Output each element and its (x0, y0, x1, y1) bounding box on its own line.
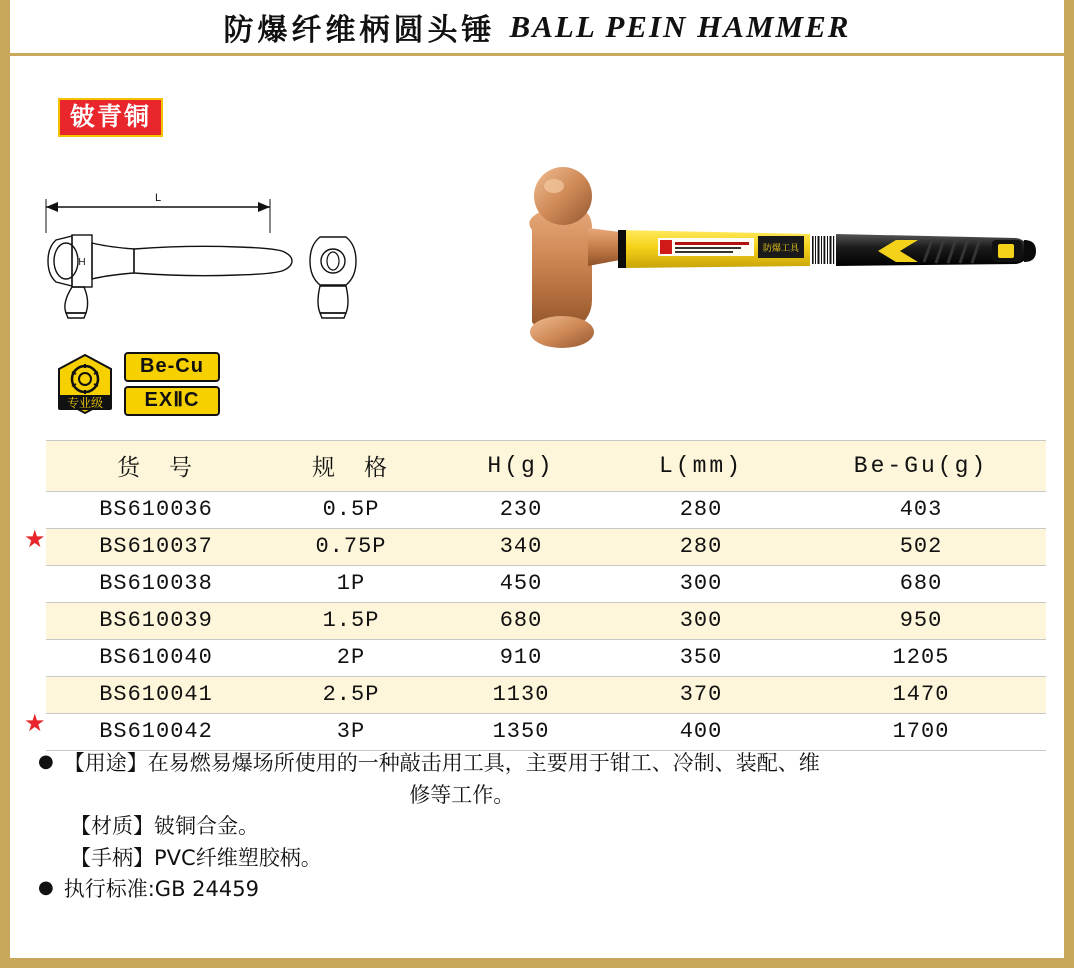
page-title-en: BALL PEIN HAMMER (509, 8, 851, 44)
cell-code: BS610039 (46, 603, 266, 640)
cell-code: BS610036 (46, 492, 266, 529)
cell-l: 370 (606, 677, 796, 714)
cell-code: BS610040 (46, 640, 266, 677)
note-standard-text: 执行标准:GB 24459 (63, 877, 259, 901)
col-code: 货 号 (46, 441, 266, 492)
cell-becu: 502 (796, 529, 1046, 566)
note-usage (32, 748, 1040, 811)
cell-spec: 2.5P (266, 677, 436, 714)
ex-rating-chip: EXⅡC (124, 386, 220, 416)
material-code-chip: Be-Cu (124, 352, 220, 382)
cell-spec: 1.5P (266, 603, 436, 640)
certification-marks (54, 352, 220, 416)
cell-h: 230 (436, 492, 606, 529)
page-title-cn: 防爆纤维柄圆头锤 (223, 12, 496, 48)
table-row (46, 714, 1046, 751)
technical-drawing (38, 185, 368, 340)
note-usage-line1: 【用途】在易燃易爆场所使用的一种敲击用工具，主要用于钳工、冷制、装配、维 (63, 751, 820, 775)
cell-l: 300 (606, 566, 796, 603)
cell-code: BS610041 (46, 677, 266, 714)
cell-l: 280 (606, 492, 796, 529)
cell-l: 350 (606, 640, 796, 677)
cell-l: 400 (606, 714, 796, 751)
cell-code: BS610042 (46, 714, 266, 751)
table-row (46, 529, 1046, 566)
cell-spec: 1P (266, 566, 436, 603)
table-row (46, 640, 1046, 677)
table-row (46, 603, 1046, 640)
bullet-icon: ● (38, 751, 54, 772)
cell-becu: 1470 (796, 677, 1046, 714)
spec-table-head (46, 441, 1046, 492)
col-spec: 规 格 (266, 441, 436, 492)
cell-becu: 680 (796, 566, 1046, 603)
table-header-row (46, 441, 1046, 492)
page-header (10, 0, 1064, 56)
cell-spec: 3P (266, 714, 436, 751)
cell-becu: 950 (796, 603, 1046, 640)
cell-h: 910 (436, 640, 606, 677)
drawing-svg (38, 185, 368, 340)
professional-grade-icon (54, 353, 116, 415)
cell-h: 680 (436, 603, 606, 640)
col-becu: Be-Gu(g) (796, 441, 1046, 492)
note-material: 【材质】铍铜合金。 (70, 814, 259, 838)
product-photo (480, 150, 1060, 400)
note-usage-line2: 修等工作。 (409, 782, 515, 807)
cell-spec: 0.5P (266, 492, 436, 529)
cell-h: 1130 (436, 677, 606, 714)
cell-l: 280 (606, 529, 796, 566)
row-star-marker: ★ (24, 526, 46, 553)
bullet-icon: ● (38, 877, 54, 898)
cell-h: 340 (436, 529, 606, 566)
cell-h: 1350 (436, 714, 606, 751)
spec-table-wrapper (24, 440, 1046, 751)
cell-becu: 1205 (796, 640, 1046, 677)
col-l: L(mm) (606, 441, 796, 492)
cell-spec: 2P (266, 640, 436, 677)
cell-spec: 0.75P (266, 529, 436, 566)
row-star-marker: ★ (24, 710, 46, 737)
table-row (46, 566, 1046, 603)
drawing-dim-label-h: H (78, 257, 86, 268)
col-h: H(g) (436, 441, 606, 492)
mark-chips (124, 352, 220, 416)
professional-grade-label: 专业级 (66, 396, 104, 410)
cell-h: 450 (436, 566, 606, 603)
note-handle: 【手柄】PVC纤维塑胶柄。 (70, 845, 322, 870)
drawing-dim-label-l: L (154, 192, 162, 204)
svg-text:防爆工具: 防爆工具 (762, 244, 800, 254)
table-row (46, 492, 1046, 529)
notes-section (32, 748, 1040, 906)
table-row (46, 677, 1046, 714)
note-standard (32, 874, 1040, 906)
cell-code: BS610038 (46, 566, 266, 603)
cell-code: BS610037 (46, 529, 266, 566)
spec-table-body (46, 492, 1046, 751)
material-badge: 铍青铜 (58, 98, 163, 137)
cell-becu: 403 (796, 492, 1046, 529)
product-photo-svg (480, 150, 1060, 400)
cell-becu: 1700 (796, 714, 1046, 751)
cell-l: 300 (606, 603, 796, 640)
spec-table (46, 440, 1046, 751)
